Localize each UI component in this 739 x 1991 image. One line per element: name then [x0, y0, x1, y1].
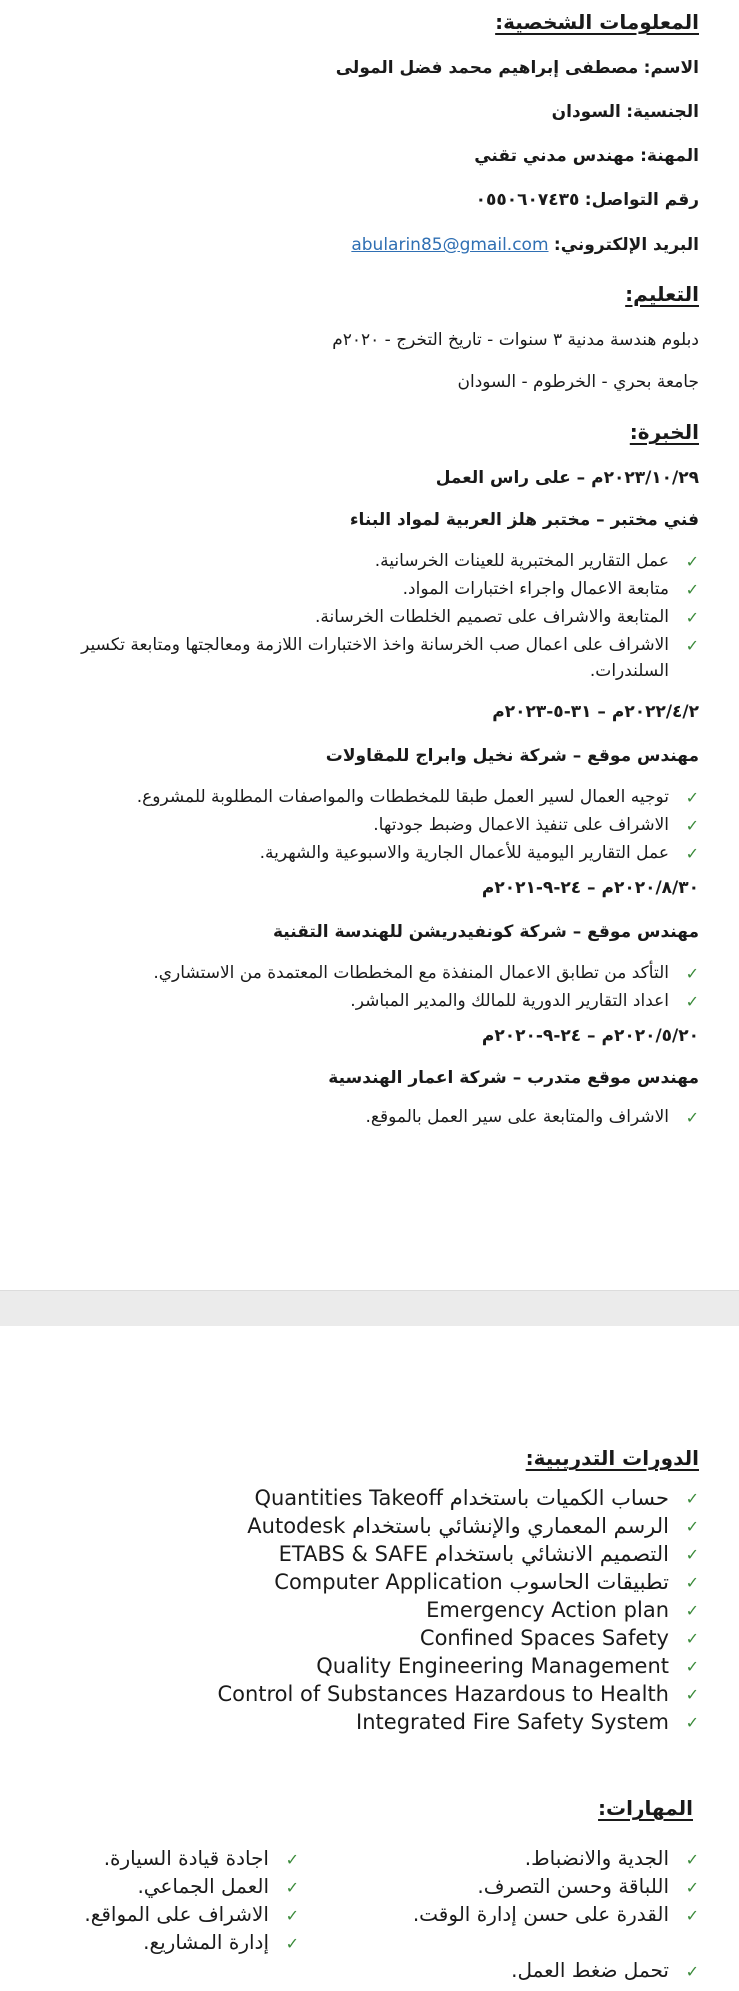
check-icon: ✓	[685, 992, 699, 1011]
skills-heading: المهارات:	[598, 1796, 693, 1820]
phone-value: ٠٥٥٠٦٠٧٤٣٥	[475, 190, 580, 210]
page-break	[0, 1290, 739, 1327]
job-period: ٢٠٢٢/٤/٢م – ٣١-٥-٢٠٢٣م	[492, 702, 699, 722]
job-period: ٢٠٢٣/١٠/٢٩م – على راس العمل	[435, 468, 699, 488]
profession-label: المهنة:	[640, 146, 699, 166]
list-item: ✓ الاشراف على اعمال صب الخرسانة واخذ الاختبارات اللازمة ومعالجتها ومتابعة تكسير السلندرات.	[81, 635, 699, 681]
profession-field	[474, 146, 699, 166]
list-item: ✓ إدارة المشاريع.	[0, 1928, 299, 1956]
check-icon: ✓	[685, 788, 699, 807]
job-title: مهندس موقع متدرب – شركة اعمار الهندسية	[328, 1068, 699, 1088]
job-title: مهندس موقع – شركة كونفيدريشن للهندسة التقنية	[273, 922, 699, 942]
personal-info-heading: المعلومات الشخصية:	[495, 10, 699, 34]
nationality-value: السودان	[551, 102, 621, 122]
education-degree: دبلوم هندسة مدنية ٣ سنوات - تاريخ التخرج - ٢٠٢٠م	[332, 330, 699, 350]
list-item: ✓ اعداد التقارير الدورية للمالك والمدير المباشر.	[49, 988, 699, 1014]
check-icon: ✓	[685, 1573, 699, 1592]
check-icon: ✓	[285, 1906, 299, 1925]
list-item: ✓ Control of Substances Hazardous to Health	[217, 1682, 699, 1706]
check-icon: ✓	[685, 1517, 699, 1536]
check-icon: ✓	[685, 608, 699, 627]
list-item: ✓ اجادة قيادة السيارة.	[0, 1844, 299, 1872]
check-icon: ✓	[685, 1962, 699, 1981]
check-icon: ✓	[285, 1850, 299, 1869]
courses-heading: الدورات التدريبية:	[525, 1446, 699, 1470]
check-icon: ✓	[685, 1850, 699, 1869]
list-item: ✓ الاشراف والمتابعة على سير العمل بالموقع.	[49, 1104, 699, 1130]
check-icon: ✓	[285, 1878, 299, 1897]
check-icon: ✓	[685, 816, 699, 835]
list-item: ✓ اللباقة وحسن التصرف.	[369, 1872, 699, 1900]
check-icon: ✓	[685, 1878, 699, 1897]
education-heading: التعليم:	[625, 282, 699, 306]
list-item: ✓ توجيه العمال لسير العمل طبقا للمخططات والمواصفات المطلوبة للمشروع.	[49, 784, 699, 810]
check-icon: ✓	[685, 1685, 699, 1704]
list-item: ✓ الاشراف على تنفيذ الاعمال وضبط جودتها.	[49, 812, 699, 838]
check-icon: ✓	[685, 1629, 699, 1648]
name-label: الاسم:	[643, 58, 699, 78]
list-item: ✓ Quality Engineering Management	[316, 1654, 699, 1678]
list-item: ✓ العمل الجماعي.	[0, 1872, 299, 1900]
name-value: مصطفى إبراهيم محمد فضل المولى	[335, 58, 639, 78]
list-item: ✓ حساب الكميات باستخدام Quantities Takeoff	[254, 1486, 699, 1510]
education-university: جامعة بحري - الخرطوم - السودان	[457, 372, 699, 392]
list-item: ✓ التأكد من تطابق الاعمال المنفذة مع المخططات المعتمدة من الاستشاري.	[49, 960, 699, 986]
check-icon: ✓	[285, 1934, 299, 1953]
check-icon: ✓	[685, 1906, 699, 1925]
check-icon: ✓	[685, 1489, 699, 1508]
check-icon: ✓	[685, 1713, 699, 1732]
check-icon: ✓	[685, 844, 699, 863]
check-icon: ✓	[685, 552, 699, 571]
list-item: ✓ عمل التقارير المختبرية للعينات الخرسانية.	[49, 548, 699, 574]
list-item: ✓ التصميم الانشائي باستخدام ETABS & SAFE	[278, 1542, 699, 1566]
list-item: ✓ الجدية والانضباط.	[369, 1844, 699, 1872]
list-item: ✓ Confined Spaces Safety	[419, 1626, 699, 1650]
nationality-label: الجنسية:	[626, 102, 699, 122]
name-field	[336, 58, 699, 78]
check-icon: ✓	[685, 1108, 699, 1127]
check-icon: ✓	[685, 964, 699, 983]
job-title: فني مختبر – مختبر هلز العربية لمواد البناء	[349, 510, 699, 530]
email-link[interactable]: abularin85@gmail.com	[351, 235, 549, 255]
list-item: ✓ تطبيقات الحاسوب Computer Application	[274, 1570, 699, 1594]
nationality-field	[552, 102, 699, 122]
list-item: ✓ تحمل ضغط العمل.	[369, 1956, 699, 1984]
list-item: ✓ الرسم المعماري والإنشائي باستخدام Autodesk	[247, 1514, 699, 1538]
check-icon: ✓	[685, 1601, 699, 1620]
list-item: ✓ عمل التقارير اليومية للأعمال الجارية والاسبوعية والشهرية.	[49, 840, 699, 866]
list-item: ✓ Integrated Fire Safety System	[356, 1710, 699, 1734]
check-icon: ✓	[685, 636, 699, 655]
job-period: ٢٠٢٠/٥/٢٠م – ٢٤-٩-٢٠٢٠م	[481, 1026, 699, 1046]
job-title: مهندس موقع – شركة نخيل وابراج للمقاولات	[325, 746, 699, 766]
job-period: ٢٠٢٠/٨/٣٠م – ٢٤-٩-٢٠٢١م	[481, 878, 699, 898]
page-2	[0, 1326, 739, 1991]
email-field	[351, 235, 699, 255]
list-item: ✓ Emergency Action plan	[426, 1598, 699, 1622]
profession-value: مهندس مدني تقني	[474, 146, 635, 166]
list-item: ✓ متابعة الاعمال واجراء اختبارات المواد.	[49, 576, 699, 602]
list-item: ✓ القدرة على حسن إدارة الوقت.	[369, 1900, 699, 1928]
check-icon: ✓	[685, 580, 699, 599]
list-item: ✓ الاشراف على المواقع.	[0, 1900, 299, 1928]
check-icon: ✓	[685, 1545, 699, 1564]
phone-field	[476, 190, 699, 210]
list-item: ✓ المتابعة والاشراف على تصميم الخلطات الخرسانة.	[49, 604, 699, 630]
experience-heading: الخبرة:	[629, 420, 699, 444]
check-icon: ✓	[685, 1657, 699, 1676]
phone-label: رقم التواصل:	[584, 190, 699, 210]
email-label: البريد الإلكتروني:	[553, 235, 699, 255]
